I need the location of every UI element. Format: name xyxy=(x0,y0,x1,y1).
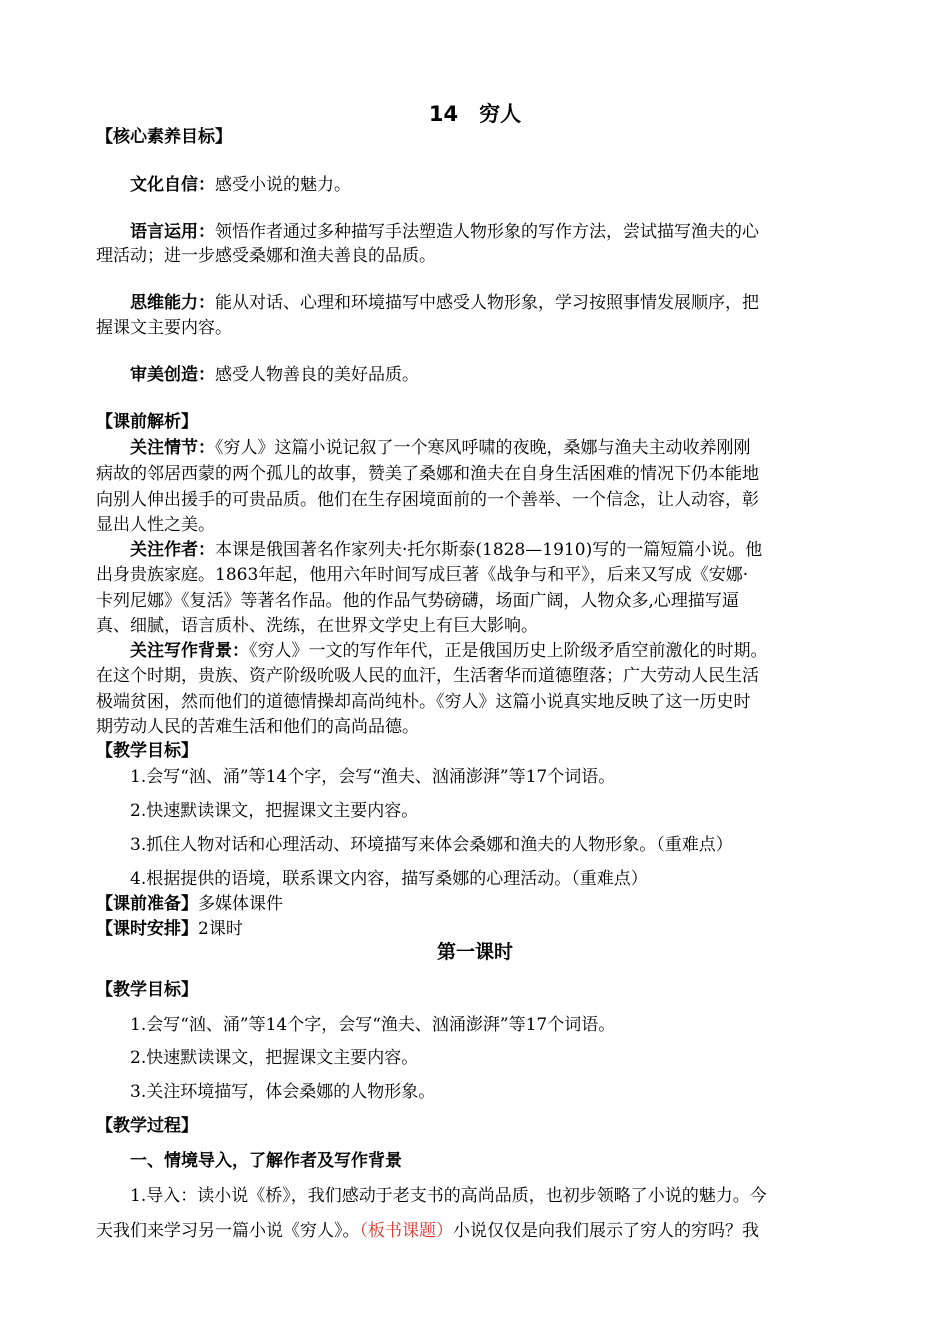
plot-line-1 xyxy=(130,435,751,461)
preview-heading: 【课前解析】 xyxy=(96,412,198,432)
culture-line xyxy=(130,172,351,198)
thinking-line-1 xyxy=(130,290,759,316)
author-line-4: 真、细腻，语言质朴、洗练，在世界文学史上有巨大影响。 xyxy=(96,616,538,636)
background-text: 《穷人》一文的写作年代，正是俄国历史上阶级矛盾空前激化的时期。 xyxy=(249,641,768,661)
teaching-goal-item: 1.会写“汹、涌”等14个字，会写“渔夫、汹涌澎湃”等17个词语。 xyxy=(130,767,616,787)
process-heading: 【教学过程】 xyxy=(96,1116,198,1136)
teaching-goals-heading: 【教学目标】 xyxy=(96,741,198,761)
language-line-2: 理活动；进一步感受桑娜和渔夫善良的品质。 xyxy=(96,246,436,266)
teaching-goal-item: 3.抓住人物对话和心理活动、环境描写来体会桑娜和渔夫的人物形象。（重难点） xyxy=(130,835,733,855)
aesthetic-label: 审美创造： xyxy=(130,365,215,385)
thinking-line-2: 握课文主要内容。 xyxy=(96,318,232,338)
schedule-text: 2课时 xyxy=(198,919,243,939)
background-label: 关注写作背景： xyxy=(130,641,249,661)
prep-label: 【课前准备】 xyxy=(96,894,198,914)
prep-text: 多媒体课件 xyxy=(198,894,283,914)
language-label: 语言运用： xyxy=(130,222,215,242)
lesson1-goal-item: 2.快速默读课文，把握课文主要内容。 xyxy=(130,1048,419,1068)
author-text: 本课是俄国著名作家列夫·托尔斯泰(1828—1910)写的一篇短篇小说。他 xyxy=(215,540,763,560)
author-line-1 xyxy=(130,537,762,563)
intro-text: 天我们来学习另一篇小说《穷人》。 xyxy=(96,1221,360,1241)
author-line-2: 出身贵族家庭。1863年起，他用六年时间写成巨著《战争与和平》，后来又写成《安娜· xyxy=(96,565,749,585)
lesson1-goal-item: 3.关注环境描写，体会桑娜的人物形象。 xyxy=(130,1082,436,1102)
aesthetic-line xyxy=(130,362,419,388)
core-goals-heading: 【核心素养目标】 xyxy=(96,127,232,147)
background-line-3: 极端贫困，然而他们的道德情操却高尚纯朴。《穷人》这篇小说真实地反映了这一历史时 xyxy=(96,692,751,712)
lesson1-title: 第一课时 xyxy=(436,941,513,963)
language-line-1 xyxy=(130,219,759,245)
schedule-label: 【课时安排】 xyxy=(96,919,198,939)
teaching-goal-item: 2.快速默读课文，把握课文主要内容。 xyxy=(130,801,419,821)
intro-line-2 xyxy=(96,1218,759,1244)
thinking-text: 能从对话、心理和环境描写中感受人物形象，学习按照事情发展顺序，把 xyxy=(215,293,759,313)
board-note: （板书课题） xyxy=(359,1221,453,1241)
lesson-title: 14 穷人 xyxy=(428,102,522,126)
lesson1-goals-heading: 【教学目标】 xyxy=(96,980,198,1000)
plot-line-4: 显出人性之美。 xyxy=(96,515,215,535)
author-label: 关注作者： xyxy=(130,540,215,560)
plot-line-3: 向别人伸出援手的可贵品质。他们在生存困境面前的一个善举、一个信念，让人动容，彰 xyxy=(96,490,759,510)
thinking-label: 思维能力： xyxy=(130,293,215,313)
plot-label: 关注情节： xyxy=(130,438,215,458)
language-text: 领悟作者通过多种描写手法塑造人物形象的写作方法，尝试描写渔夫的心 xyxy=(215,222,759,242)
author-line-3: 卡列尼娜》《复活》等著名作品。他的作品气势磅礴，场面广阔，人物众多,心理描写逼 xyxy=(96,591,739,611)
prep-line xyxy=(96,891,283,917)
plot-line-2: 病故的邻居西蒙的两个孤儿的故事，赞美了桑娜和渔夫在自身生活困难的情况下仍本能地 xyxy=(96,464,759,484)
plot-text: 《穷人》这篇小说记叙了一个寒风呼啸的夜晚，桑娜与渔夫主动收养刚刚 xyxy=(215,438,751,458)
intro-line-1: 1.导入：读小说《桥》，我们感动于老支书的高尚品质，也初步领略了小说的魅力。今 xyxy=(130,1186,767,1206)
culture-label: 文化自信： xyxy=(130,175,215,195)
lesson1-goal-item: 1.会写“汹、涌”等14个字，会写“渔夫、汹涌澎湃”等17个词语。 xyxy=(130,1015,616,1035)
intro-text-end: 小说仅仅是向我们展示了穷人的穷吗？我 xyxy=(453,1221,759,1241)
culture-text: 感受小说的魅力。 xyxy=(215,175,351,195)
background-line-1 xyxy=(130,638,768,664)
section-heading: 一、情境导入，了解作者及写作背景 xyxy=(130,1151,402,1171)
background-line-2: 在这个时期，贵族、资产阶级吮吸人民的血汗，生活奢华而道德堕落；广大劳动人民生活 xyxy=(96,666,759,686)
aesthetic-text: 感受人物善良的美好品质。 xyxy=(215,365,419,385)
teaching-goal-item: 4.根据提供的语境，联系课文内容，描写桑娜的心理活动。（重难点） xyxy=(130,869,648,889)
background-line-4: 期劳动人民的苦难生活和他们的高尚品德。 xyxy=(96,717,419,737)
